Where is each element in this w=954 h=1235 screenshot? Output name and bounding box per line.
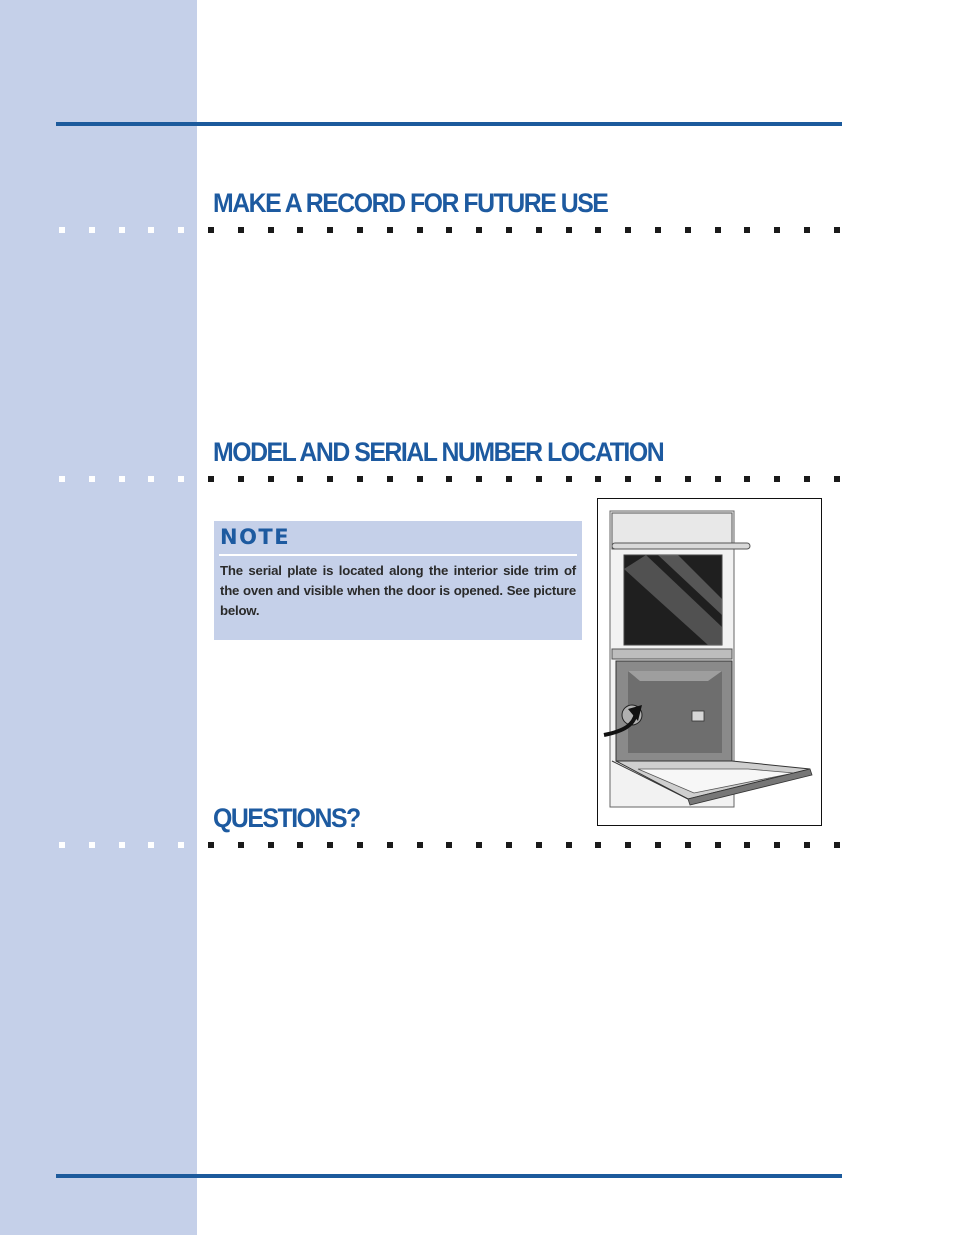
dotted-divider — [0, 227, 954, 235]
divider-dot — [506, 476, 512, 482]
divider-dot — [655, 476, 661, 482]
divider-dot — [297, 842, 303, 848]
divider-dot — [595, 842, 601, 848]
divider-dot — [417, 842, 423, 848]
divider-dot — [685, 227, 691, 233]
divider-dot — [59, 476, 65, 482]
divider-dot — [774, 476, 780, 482]
divider-dot — [148, 227, 154, 233]
divider-dot — [595, 227, 601, 233]
divider-dot — [59, 227, 65, 233]
heading-make-a-record: MAKE A RECORD FOR FUTURE USE — [213, 188, 608, 218]
divider-dot — [625, 227, 631, 233]
divider-dot — [715, 842, 721, 848]
divider-dot — [715, 476, 721, 482]
divider-dot — [446, 227, 452, 233]
divider-dot — [774, 842, 780, 848]
divider-dot — [148, 476, 154, 482]
dotted-divider — [0, 842, 954, 850]
divider-dot — [327, 842, 333, 848]
divider-dot — [566, 842, 572, 848]
page-sidebar — [0, 0, 197, 1235]
divider-dot — [387, 227, 393, 233]
bottom-rule — [56, 1174, 842, 1178]
divider-dot — [119, 227, 125, 233]
divider-dot — [89, 227, 95, 233]
divider-dot — [327, 227, 333, 233]
divider-dot — [446, 476, 452, 482]
note-title: NOTE — [220, 525, 291, 549]
divider-dot — [655, 842, 661, 848]
divider-dot — [744, 227, 750, 233]
divider-dot — [357, 842, 363, 848]
divider-dot — [804, 227, 810, 233]
divider-dot — [417, 476, 423, 482]
divider-dot — [476, 476, 482, 482]
divider-dot — [536, 476, 542, 482]
divider-dot — [238, 227, 244, 233]
divider-dot — [625, 842, 631, 848]
divider-dot — [208, 227, 214, 233]
divider-dot — [566, 476, 572, 482]
divider-dot — [297, 476, 303, 482]
divider-dot — [387, 842, 393, 848]
top-rule — [56, 122, 842, 126]
divider-dot — [595, 476, 601, 482]
divider-dot — [536, 842, 542, 848]
divider-dot — [357, 227, 363, 233]
divider-dot — [834, 842, 840, 848]
divider-dot — [268, 476, 274, 482]
divider-dot — [238, 476, 244, 482]
divider-dot — [685, 476, 691, 482]
divider-dot — [178, 842, 184, 848]
divider-dot — [268, 842, 274, 848]
divider-dot — [566, 227, 572, 233]
wall-oven-illustration-icon — [598, 499, 821, 825]
divider-dot — [744, 842, 750, 848]
divider-dot — [119, 842, 125, 848]
oven-figure — [597, 498, 822, 826]
divider-dot — [536, 227, 542, 233]
divider-dot — [476, 227, 482, 233]
divider-dot — [655, 227, 661, 233]
divider-dot — [89, 842, 95, 848]
divider-dot — [208, 842, 214, 848]
divider-dot — [804, 842, 810, 848]
divider-dot — [268, 227, 274, 233]
divider-dot — [506, 842, 512, 848]
divider-dot — [208, 476, 214, 482]
divider-dot — [178, 227, 184, 233]
divider-dot — [327, 476, 333, 482]
divider-dot — [625, 476, 631, 482]
divider-dot — [119, 476, 125, 482]
divider-dot — [834, 227, 840, 233]
divider-dot — [834, 476, 840, 482]
divider-dot — [148, 842, 154, 848]
divider-dot — [387, 476, 393, 482]
divider-dot — [685, 842, 691, 848]
divider-dot — [357, 476, 363, 482]
divider-dot — [238, 842, 244, 848]
divider-dot — [417, 227, 423, 233]
divider-dot — [715, 227, 721, 233]
note-divider — [219, 554, 577, 556]
divider-dot — [774, 227, 780, 233]
dotted-divider — [0, 476, 954, 484]
note-text: The serial plate is located along the interior side trim of the oven and visible when the door is opened. See picture below. — [220, 563, 576, 618]
divider-dot — [804, 476, 810, 482]
divider-dot — [446, 842, 452, 848]
divider-dot — [89, 476, 95, 482]
divider-dot — [297, 227, 303, 233]
heading-model-serial-location: MODEL AND SERIAL NUMBER LOCATION — [213, 437, 664, 467]
divider-dot — [744, 476, 750, 482]
note-box — [214, 521, 582, 640]
divider-dot — [506, 227, 512, 233]
divider-dot — [59, 842, 65, 848]
divider-dot — [476, 842, 482, 848]
heading-questions: QUESTIONS? — [213, 803, 360, 833]
divider-dot — [178, 476, 184, 482]
